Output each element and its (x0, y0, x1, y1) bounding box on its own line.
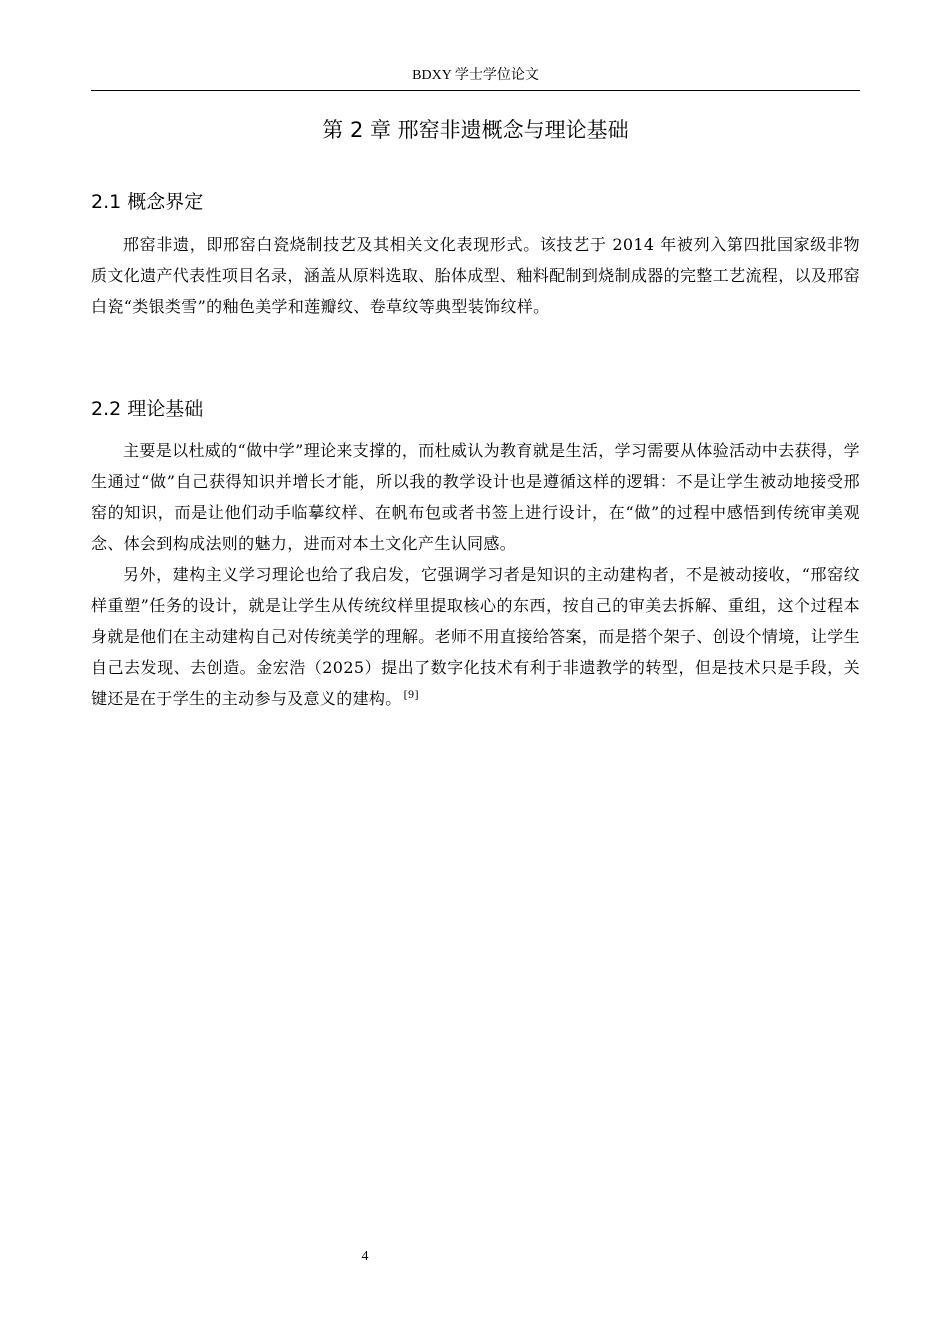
running-header: BDXY 学士学位论文 (412, 68, 539, 83)
citation-marker[interactable]: [9] (403, 689, 419, 701)
header-rule (91, 90, 860, 91)
paragraph: 主要是以杜威的“做中学”理论来支撑的，而杜威认为教育就是生活，学习需要从体验活动中去获得，学生通过“做”自己获得知识并增长才能，所以我的教学设计也是遵循这样的逻辑：不是让学生被动地接受邢窑的知识，而是让他们动手临摹纹样、在帆布包或者书签上进行设计，在“做”的过程中感悟到传统审美观念、体会到构成法则的魅力，进而对本土文化产生认同感。 (91, 441, 860, 553)
section-heading-2-1: 2.1 概念界定 (91, 191, 204, 213)
section-heading-2-2: 2.2 理论基础 (91, 398, 204, 420)
paragraph-text: 另外，建构主义学习理论也给了我启发，它强调学习者是知识的主动建构者，不是被动接收，“邢窑纹样重塑”任务的设计，就是让学生从传统纹样里提取核心的东西，按自己的审美去拆解、重组，这个过程本身就是他们在主动建构自己对传统美学的理解。老师不用直接给答案，而是搭个架子、创设个情境，让学生自己去发现、去创造。金宏浩（2025）提出了数字化技术有利于非遗教学的转型，但是技术只是手段，关键还是在于学生的主动参与及意义的建构。 (91, 565, 860, 708)
chapter-title: 第 2 章 邢窑非遗概念与理论基础 (322, 118, 629, 142)
paragraph: 邢窑非遗，即邢窑白瓷烧制技艺及其相关文化表现形式。该技艺于 2014 年被列入第四批国家级非物质文化遗产代表性项目名录，涵盖从原料选取、胎体成型、釉料配制到烧制成器的完整工艺流程，以及邢窑白瓷“类银类雪”的釉色美学和莲瓣纹、卷草纹等典型装饰纹样。 (91, 235, 860, 316)
page-number: 4 (361, 1249, 369, 1264)
section-body-2-1 (91, 229, 860, 322)
section-body-2-2 (91, 435, 860, 714)
paragraph (91, 559, 860, 714)
